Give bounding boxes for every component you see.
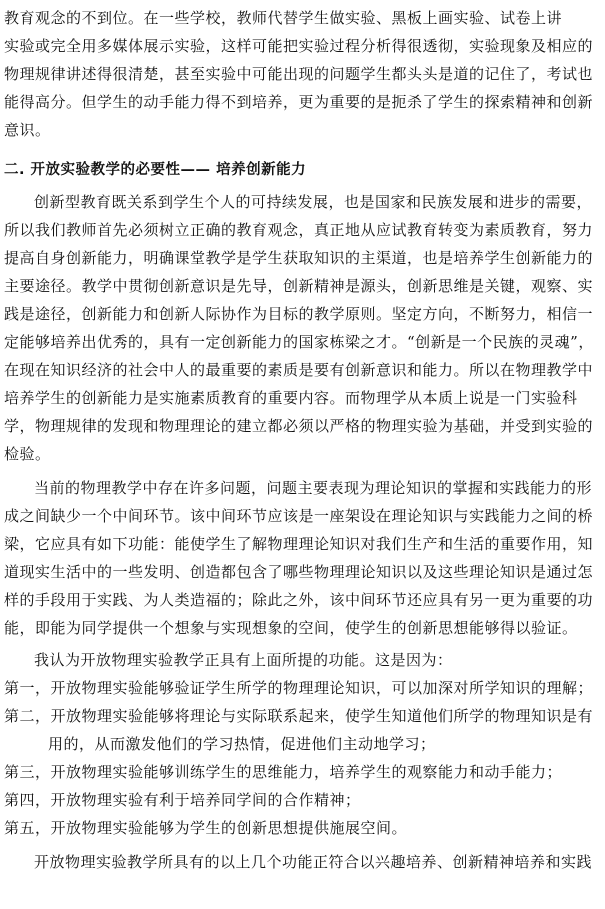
- paragraph-line: 主要途径。教学中贯彻创新意识是先导，创新精神是源头，创新思维是关键，观察、实: [4, 277, 594, 295]
- paragraph-line: 创新型教育既关系到学生个人的可持续发展，也是国家和民族发展和进步的需要，: [34, 193, 593, 211]
- paragraph-line: 我认为开放物理实验教学正具有上面所提的功能。这是因为：: [34, 651, 453, 669]
- list-item: 第五，开放物理实验能够为学生的创新思想提供施展空间。: [4, 819, 408, 837]
- paragraph-line: 当前的物理教学中存在许多问题，问题主要表现为理论知识的掌握和实践能力的形: [34, 479, 593, 497]
- paragraph-line: 样的手段用于实践、为人类造福的；除此之外，该中间环节还应具有另一更为重要的功: [4, 591, 594, 609]
- section-heading: 二. 开放实验教学的必要性—— 培养创新能力: [4, 162, 307, 178]
- paragraph-line: 道现实生活中的一些发明、创造都包含了哪些物理理论知识以及这些理论知识是通过怎: [4, 563, 594, 581]
- paragraph-line: 检验。: [4, 445, 51, 463]
- list-item: 第一，开放物理实验能够验证学生所学的物理理论知识，可以加深对所学知识的理解；: [4, 679, 594, 697]
- list-item: 第三，开放物理实验能够训练学生的思维能力，培养学生的观察能力和动手能力；: [4, 763, 563, 781]
- paragraph-line: 开放物理实验教学所具有的以上几个功能正符合以兴趣培养、创新精神培养和实践: [34, 853, 593, 871]
- list-item-continuation: 用的，从而激发他们的学习热情，促进他们主动地学习；: [48, 735, 436, 753]
- paragraph-line: 梁，它应具有如下功能：能使学生了解物理理论知识对我们生产和生活的重要作用，知: [4, 535, 594, 553]
- paragraph-line: 物理规律讲述得很清楚，甚至实验中可能出现的问题学生都头头是道的记住了，考试也: [4, 65, 594, 83]
- list-item: 第二，开放物理实验能够将理论与实际联系起来，使学生知道他们所学的物理知识是有: [4, 707, 594, 725]
- paragraph-line: 能得高分。但学生的动手能力得不到培养，更为重要的是扼杀了学生的探索精神和创新: [4, 93, 594, 111]
- paragraph-line: 践是途径，创新能力和创新人际协作为目标的教学原则。坚定方向，不断努力，相信一: [4, 305, 594, 323]
- paragraph-line: 定能够培养出优秀的，具有一定创新能力的国家栋梁之才。“创新是一个民族的灵魂”，: [4, 333, 594, 351]
- paragraph-line: 培养学生的创新能力是实施素质教育的重要内容。而物理学从本质上说是一门实验科: [4, 389, 578, 407]
- paragraph-line: 意识。: [4, 121, 51, 139]
- paragraph-line: 成之间缺少一个中间环节。该中间环节应该是一座架设在理论知识与实践能力之间的桥: [4, 507, 594, 525]
- paragraph-line: 学，物理规律的发现和物理理论的建立都必须以严格的物理实验为基础，并受到实验的: [4, 417, 594, 435]
- paragraph-line: 能，即能为同学提供一个想象与实现想象的空间，使学生的创新思想能够得以验证。: [4, 619, 578, 637]
- paragraph-line: 所以我们教师首先必须树立正确的教育观念，真正地从应试教育转变为素质教育，努力: [4, 221, 594, 239]
- list-item: 第四，开放物理实验有利于培养同学间的合作精神；: [4, 791, 361, 809]
- paragraph-line: 教育观念的不到位。在一些学校，教师代替学生做实验、黑板上画实验、试卷上讲: [4, 9, 563, 27]
- paragraph-line: 提高自身创新能力，明确课堂教学是学生获取知识的主渠道，也是培养学生创新能力的: [4, 249, 594, 267]
- paragraph-line: 实验或完全用多媒体展示实验，这样可能把实验过程分析得很透彻，实验现象及相应的: [4, 37, 594, 55]
- paragraph-line: 在现在知识经济的社会中人的最重要的素质是要有创新意识和能力。所以在物理教学中: [4, 361, 594, 379]
